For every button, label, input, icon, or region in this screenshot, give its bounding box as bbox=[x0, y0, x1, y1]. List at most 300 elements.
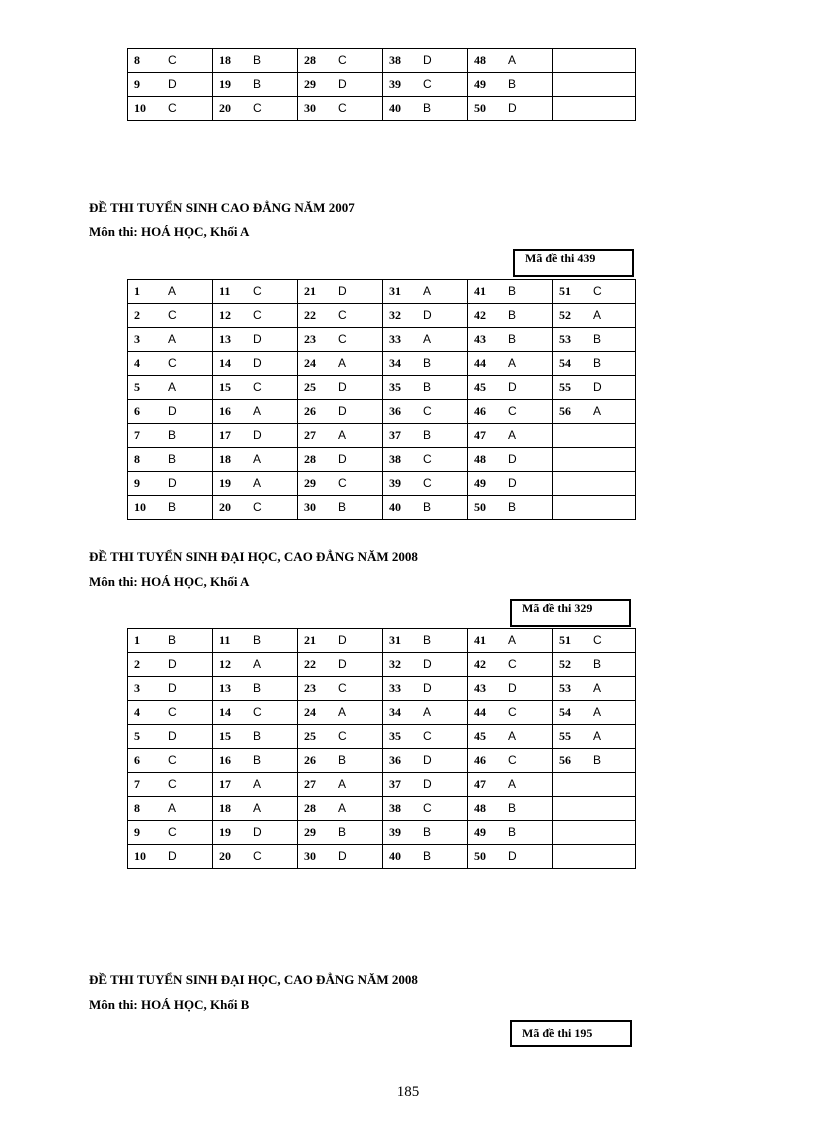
answer-row bbox=[128, 73, 636, 97]
answer-cell bbox=[468, 304, 553, 328]
question-number: 38 bbox=[389, 452, 401, 466]
question-number: 21 bbox=[304, 633, 316, 647]
answer-cell bbox=[213, 701, 298, 725]
answer-cell bbox=[213, 472, 298, 496]
question-number: 24 bbox=[304, 705, 316, 719]
answer-cell bbox=[213, 328, 298, 352]
answer-cell bbox=[128, 448, 213, 472]
answer-letter: C bbox=[253, 849, 262, 863]
answer-letter: A bbox=[593, 729, 602, 743]
answer-letter: A bbox=[253, 404, 262, 418]
answer-letter: D bbox=[168, 476, 177, 490]
answer-letter: C bbox=[253, 284, 262, 298]
answer-cell bbox=[468, 73, 553, 97]
answer-letter: A bbox=[168, 801, 177, 815]
question-number: 8 bbox=[134, 801, 140, 815]
answer-row bbox=[128, 304, 636, 328]
answer-letter: B bbox=[423, 428, 432, 442]
question-number: 43 bbox=[474, 332, 486, 346]
answer-letter: C bbox=[423, 452, 432, 466]
question-number: 49 bbox=[474, 825, 486, 839]
answer-cell bbox=[128, 629, 213, 653]
question-number: 13 bbox=[219, 332, 231, 346]
question-number: 1 bbox=[134, 633, 140, 647]
question-number: 48 bbox=[474, 801, 486, 815]
answer-cell bbox=[213, 376, 298, 400]
answer-cell bbox=[468, 701, 553, 725]
section3-heading: ĐỀ THI TUYỂN SINH ĐẠI HỌC, CAO ĐẲNG NĂM 2008 bbox=[89, 972, 418, 987]
answer-cell bbox=[553, 448, 636, 472]
answer-letter: B bbox=[423, 356, 432, 370]
answer-letter: B bbox=[423, 849, 432, 863]
answer-letter: C bbox=[508, 753, 517, 767]
question-number: 44 bbox=[474, 705, 486, 719]
answer-cell bbox=[213, 352, 298, 376]
question-number: 7 bbox=[134, 428, 140, 442]
question-number: 31 bbox=[389, 633, 401, 647]
answer-cell bbox=[468, 49, 553, 73]
answer-letter: D bbox=[508, 681, 517, 695]
question-number: 4 bbox=[134, 356, 140, 370]
answer-letter: B bbox=[423, 825, 432, 839]
question-number: 14 bbox=[219, 356, 231, 370]
answer-letter: D bbox=[338, 284, 347, 298]
answer-cell bbox=[298, 280, 383, 304]
question-number: 27 bbox=[304, 428, 316, 442]
answer-letter: A bbox=[423, 332, 432, 346]
answer-cell bbox=[468, 376, 553, 400]
question-number: 54 bbox=[559, 705, 571, 719]
question-number: 54 bbox=[559, 356, 571, 370]
answer-cell bbox=[298, 653, 383, 677]
answer-cell bbox=[553, 328, 636, 352]
question-number: 56 bbox=[559, 753, 571, 767]
question-number: 3 bbox=[134, 332, 140, 346]
question-number: 35 bbox=[389, 729, 401, 743]
question-number: 30 bbox=[304, 849, 316, 863]
answer-letter: A bbox=[508, 356, 517, 370]
answer-cell bbox=[128, 472, 213, 496]
answer-cell bbox=[383, 677, 468, 701]
answer-cell bbox=[128, 653, 213, 677]
question-number: 45 bbox=[474, 729, 486, 743]
answer-cell bbox=[128, 797, 213, 821]
answer-row bbox=[128, 725, 636, 749]
question-number: 35 bbox=[389, 380, 401, 394]
answer-cell bbox=[383, 400, 468, 424]
question-number: 39 bbox=[389, 476, 401, 490]
answer-letter: A bbox=[253, 801, 262, 815]
answer-letter: B bbox=[593, 657, 602, 671]
question-number: 56 bbox=[559, 404, 571, 418]
answer-cell bbox=[213, 97, 298, 121]
answer-cell bbox=[383, 376, 468, 400]
answer-cell bbox=[298, 821, 383, 845]
answer-row bbox=[128, 328, 636, 352]
answer-letter: A bbox=[253, 476, 262, 490]
answer-row bbox=[128, 845, 636, 869]
answer-cell bbox=[468, 773, 553, 797]
answer-letter: B bbox=[253, 681, 262, 695]
question-number: 30 bbox=[304, 500, 316, 514]
answer-cell bbox=[468, 400, 553, 424]
answer-cell bbox=[128, 376, 213, 400]
answer-cell bbox=[383, 496, 468, 520]
section2-answer-table bbox=[127, 628, 636, 869]
question-number: 49 bbox=[474, 77, 486, 91]
answer-cell bbox=[553, 749, 636, 773]
answer-letter: B bbox=[338, 753, 347, 767]
answer-cell bbox=[298, 797, 383, 821]
answer-letter: C bbox=[423, 77, 432, 91]
answer-letter: A bbox=[593, 705, 602, 719]
answer-cell bbox=[553, 49, 636, 73]
question-number: 33 bbox=[389, 681, 401, 695]
section1-exam-code: Mã đề thi 439 bbox=[513, 249, 634, 277]
answer-cell bbox=[468, 328, 553, 352]
answer-letter: D bbox=[253, 356, 262, 370]
question-number: 32 bbox=[389, 657, 401, 671]
answer-cell bbox=[383, 472, 468, 496]
answer-cell bbox=[298, 304, 383, 328]
question-number: 26 bbox=[304, 404, 316, 418]
answer-cell bbox=[383, 629, 468, 653]
question-number: 41 bbox=[474, 284, 486, 298]
answer-cell bbox=[128, 49, 213, 73]
answer-letter: B bbox=[508, 332, 517, 346]
answer-cell bbox=[383, 845, 468, 869]
section3-exam-code: Mã đề thi 195 bbox=[510, 1020, 632, 1047]
question-number: 20 bbox=[219, 500, 231, 514]
answer-letter: B bbox=[168, 428, 177, 442]
answer-letter: D bbox=[508, 101, 517, 115]
answer-cell bbox=[298, 701, 383, 725]
answer-row bbox=[128, 280, 636, 304]
question-number: 52 bbox=[559, 657, 571, 671]
answer-letter: B bbox=[423, 380, 432, 394]
question-number: 29 bbox=[304, 825, 316, 839]
answer-table-continued bbox=[127, 48, 636, 121]
answer-letter: A bbox=[168, 332, 177, 346]
answer-letter: B bbox=[423, 633, 432, 647]
answer-letter: B bbox=[168, 452, 177, 466]
answer-row bbox=[128, 49, 636, 73]
question-number: 53 bbox=[559, 332, 571, 346]
answer-cell bbox=[553, 773, 636, 797]
answer-letter: D bbox=[168, 849, 177, 863]
answer-cell bbox=[383, 280, 468, 304]
answer-letter: D bbox=[593, 380, 602, 394]
question-number: 3 bbox=[134, 681, 140, 695]
answer-letter: B bbox=[338, 500, 347, 514]
answer-letter: A bbox=[338, 356, 347, 370]
question-number: 45 bbox=[474, 380, 486, 394]
answer-cell bbox=[383, 701, 468, 725]
question-number: 12 bbox=[219, 657, 231, 671]
answer-letter: B bbox=[593, 356, 602, 370]
answer-letter: C bbox=[508, 705, 517, 719]
question-number: 43 bbox=[474, 681, 486, 695]
answer-letter: C bbox=[253, 308, 262, 322]
answer-letter: D bbox=[423, 53, 432, 67]
answer-cell bbox=[383, 328, 468, 352]
answer-cell bbox=[553, 400, 636, 424]
answer-letter: A bbox=[253, 657, 262, 671]
question-number: 48 bbox=[474, 452, 486, 466]
answer-row bbox=[128, 376, 636, 400]
question-number: 40 bbox=[389, 500, 401, 514]
question-number: 16 bbox=[219, 404, 231, 418]
answer-cell bbox=[128, 821, 213, 845]
answer-cell bbox=[213, 749, 298, 773]
answer-letter: A bbox=[168, 380, 177, 394]
answer-cell bbox=[468, 845, 553, 869]
answer-letter: C bbox=[168, 753, 177, 767]
question-number: 8 bbox=[134, 53, 140, 67]
answer-letter: D bbox=[423, 308, 432, 322]
answer-cell bbox=[383, 352, 468, 376]
answer-cell bbox=[298, 352, 383, 376]
question-number: 19 bbox=[219, 476, 231, 490]
answer-cell bbox=[298, 328, 383, 352]
question-number: 36 bbox=[389, 753, 401, 767]
question-number: 44 bbox=[474, 356, 486, 370]
answer-cell bbox=[553, 280, 636, 304]
question-number: 16 bbox=[219, 753, 231, 767]
answer-row bbox=[128, 97, 636, 121]
section1-heading: ĐỀ THI TUYỂN SINH CAO ĐẲNG NĂM 2007 bbox=[89, 200, 355, 215]
answer-letter: B bbox=[168, 500, 177, 514]
answer-cell bbox=[213, 725, 298, 749]
answer-cell bbox=[128, 677, 213, 701]
answer-row bbox=[128, 797, 636, 821]
question-number: 12 bbox=[219, 308, 231, 322]
question-number: 36 bbox=[389, 404, 401, 418]
answer-cell bbox=[468, 629, 553, 653]
answer-cell bbox=[553, 845, 636, 869]
answer-letter: C bbox=[423, 801, 432, 815]
question-number: 22 bbox=[304, 657, 316, 671]
answer-letter: D bbox=[423, 657, 432, 671]
question-number: 25 bbox=[304, 729, 316, 743]
section2-heading: ĐỀ THI TUYỂN SINH ĐẠI HỌC, CAO ĐẲNG NĂM 2008 bbox=[89, 549, 418, 564]
answer-row bbox=[128, 821, 636, 845]
answer-letter: D bbox=[338, 657, 347, 671]
answer-cell bbox=[298, 677, 383, 701]
question-number: 10 bbox=[134, 500, 146, 514]
answer-cell bbox=[213, 821, 298, 845]
answer-letter: C bbox=[253, 101, 262, 115]
section3-subject: Môn thi: HOÁ HỌC, Khối B bbox=[89, 997, 250, 1012]
answer-cell bbox=[553, 653, 636, 677]
answer-letter: B bbox=[253, 77, 262, 91]
answer-letter: B bbox=[508, 284, 517, 298]
question-number: 10 bbox=[134, 849, 146, 863]
question-number: 9 bbox=[134, 77, 140, 91]
question-number: 15 bbox=[219, 729, 231, 743]
answer-letter: C bbox=[253, 705, 262, 719]
answer-cell bbox=[128, 845, 213, 869]
answer-cell bbox=[468, 352, 553, 376]
answer-letter: B bbox=[253, 53, 262, 67]
answer-cell bbox=[128, 496, 213, 520]
question-number: 49 bbox=[474, 476, 486, 490]
answer-cell bbox=[553, 97, 636, 121]
answer-cell bbox=[383, 97, 468, 121]
answer-letter: A bbox=[338, 428, 347, 442]
answer-row bbox=[128, 653, 636, 677]
answer-cell bbox=[383, 797, 468, 821]
answer-cell bbox=[468, 653, 553, 677]
answer-letter: B bbox=[593, 332, 602, 346]
answer-cell bbox=[383, 749, 468, 773]
question-number: 20 bbox=[219, 101, 231, 115]
question-number: 46 bbox=[474, 404, 486, 418]
question-number: 52 bbox=[559, 308, 571, 322]
answer-cell bbox=[128, 352, 213, 376]
question-number: 46 bbox=[474, 753, 486, 767]
answer-cell bbox=[468, 496, 553, 520]
answer-row bbox=[128, 677, 636, 701]
answer-letter: D bbox=[508, 380, 517, 394]
answer-letter: D bbox=[168, 729, 177, 743]
answer-row bbox=[128, 749, 636, 773]
answer-cell bbox=[383, 653, 468, 677]
answer-letter: A bbox=[338, 801, 347, 815]
answer-letter: D bbox=[338, 633, 347, 647]
answer-cell bbox=[128, 773, 213, 797]
answer-letter: C bbox=[508, 657, 517, 671]
question-number: 9 bbox=[134, 825, 140, 839]
question-number: 6 bbox=[134, 753, 140, 767]
question-number: 11 bbox=[219, 633, 231, 647]
question-number: 47 bbox=[474, 777, 486, 791]
question-number: 18 bbox=[219, 53, 231, 67]
answer-cell bbox=[298, 73, 383, 97]
answer-cell bbox=[213, 448, 298, 472]
answer-letter: C bbox=[423, 476, 432, 490]
answer-letter: D bbox=[338, 404, 347, 418]
answer-letter: B bbox=[508, 77, 517, 91]
question-number: 5 bbox=[134, 729, 140, 743]
answer-letter: C bbox=[338, 53, 347, 67]
question-number: 2 bbox=[134, 308, 140, 322]
answer-cell bbox=[298, 400, 383, 424]
answer-cell bbox=[383, 73, 468, 97]
question-number: 23 bbox=[304, 332, 316, 346]
answer-cell bbox=[213, 424, 298, 448]
answer-cell bbox=[298, 472, 383, 496]
question-number: 8 bbox=[134, 452, 140, 466]
answer-cell bbox=[468, 821, 553, 845]
answer-letter: C bbox=[423, 729, 432, 743]
answer-letter: D bbox=[508, 476, 517, 490]
answer-letter: D bbox=[253, 332, 262, 346]
answer-cell bbox=[553, 629, 636, 653]
page-number: 185 bbox=[396, 1084, 420, 1100]
answer-cell bbox=[553, 73, 636, 97]
answer-cell bbox=[128, 73, 213, 97]
answer-letter: C bbox=[253, 380, 262, 394]
answer-cell bbox=[213, 400, 298, 424]
answer-letter: A bbox=[423, 284, 432, 298]
question-number: 31 bbox=[389, 284, 401, 298]
answer-cell bbox=[213, 496, 298, 520]
answer-cell bbox=[298, 629, 383, 653]
answer-letter: B bbox=[508, 308, 517, 322]
answer-cell bbox=[298, 725, 383, 749]
answer-cell bbox=[298, 49, 383, 73]
answer-letter: D bbox=[338, 452, 347, 466]
answer-row bbox=[128, 472, 636, 496]
answer-letter: A bbox=[338, 705, 347, 719]
answer-cell bbox=[298, 376, 383, 400]
question-number: 20 bbox=[219, 849, 231, 863]
answer-letter: B bbox=[168, 633, 177, 647]
answer-cell bbox=[383, 49, 468, 73]
answer-letter: D bbox=[168, 77, 177, 91]
answer-letter: A bbox=[508, 777, 517, 791]
answer-cell bbox=[553, 725, 636, 749]
answer-cell bbox=[128, 701, 213, 725]
answer-letter: D bbox=[423, 681, 432, 695]
question-number: 15 bbox=[219, 380, 231, 394]
answer-cell bbox=[383, 725, 468, 749]
answer-row bbox=[128, 400, 636, 424]
answer-letter: B bbox=[338, 825, 347, 839]
answer-letter: C bbox=[168, 777, 177, 791]
answer-letter: D bbox=[338, 849, 347, 863]
answer-cell bbox=[298, 97, 383, 121]
answer-letter: C bbox=[168, 705, 177, 719]
answer-cell bbox=[468, 280, 553, 304]
answer-letter: D bbox=[168, 404, 177, 418]
answer-letter: C bbox=[168, 53, 177, 67]
answer-cell bbox=[553, 304, 636, 328]
question-number: 39 bbox=[389, 77, 401, 91]
answer-cell bbox=[213, 629, 298, 653]
question-number: 1 bbox=[134, 284, 140, 298]
answer-letter: B bbox=[253, 729, 262, 743]
question-number: 33 bbox=[389, 332, 401, 346]
answer-cell bbox=[128, 725, 213, 749]
answer-cell bbox=[213, 304, 298, 328]
answer-cell bbox=[128, 328, 213, 352]
answer-cell bbox=[128, 97, 213, 121]
question-number: 38 bbox=[389, 801, 401, 815]
answer-cell bbox=[468, 472, 553, 496]
answer-letter: A bbox=[253, 777, 262, 791]
question-number: 28 bbox=[304, 801, 316, 815]
answer-cell bbox=[468, 677, 553, 701]
answer-cell bbox=[298, 845, 383, 869]
answer-cell bbox=[298, 496, 383, 520]
question-number: 14 bbox=[219, 705, 231, 719]
answer-letter: D bbox=[168, 657, 177, 671]
question-number: 26 bbox=[304, 753, 316, 767]
question-number: 2 bbox=[134, 657, 140, 671]
answer-letter: B bbox=[508, 801, 517, 815]
question-number: 6 bbox=[134, 404, 140, 418]
question-number: 50 bbox=[474, 500, 486, 514]
section2-subject: Môn thi: HOÁ HỌC, Khối A bbox=[89, 574, 250, 589]
question-number: 37 bbox=[389, 777, 401, 791]
question-number: 18 bbox=[219, 452, 231, 466]
answer-cell bbox=[468, 725, 553, 749]
question-number: 42 bbox=[474, 308, 486, 322]
answer-letter: A bbox=[508, 428, 517, 442]
answer-cell bbox=[553, 821, 636, 845]
